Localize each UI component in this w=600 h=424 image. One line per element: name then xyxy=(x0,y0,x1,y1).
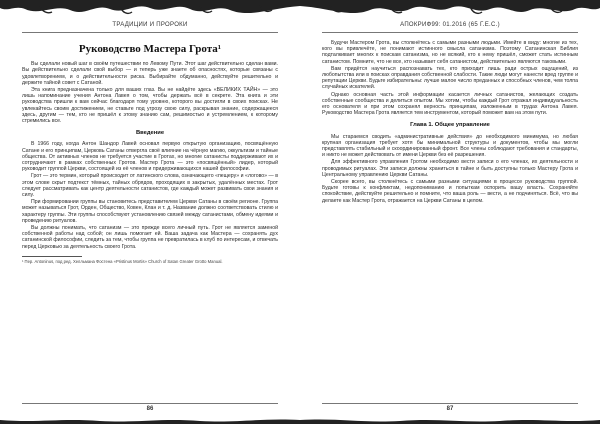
footnote-divider xyxy=(22,256,82,257)
page-footer xyxy=(322,403,578,414)
page-number: 87 xyxy=(446,406,454,412)
paragraph: Вы должны понимать, что сатанизм — это прежде всего личный путь. Грот не является заменой собственной работы над собой; он лишь помогает ей. Ваша задача как Мастера — сохранять дух сатанинской философии, следить за тем, чтобы группа не превратилась в клуб по интересам, и отвечать перед Церковью за деятельность своего Грота. xyxy=(22,225,278,250)
paragraph: Грот — это термин, который происходит от латинского слова, означающего «пещеру» и «логово» — в этом слове скрыт подтекст тёмных, тайных обрядов, проходящих в закрытых, удалённых местах. Грот следует рассматривать как центр деятельности сатанистов, где каждый может развивать свои знания и силу. xyxy=(22,173,278,199)
paragraph: Мы стараемся сводить «административные действия» до необходимого минимума, но любая крупная организация требует хотя бы минимальной структуры и документов, чтобы мы могли представлять стабильный и скоординированный фронт. Все члены соблюдают требования и стандарты, и никто не может действовать от имени Церкви без её разрешения. xyxy=(322,133,578,159)
header-section: ТРАДИЦИИ И ПРОРОКИ xyxy=(112,22,188,28)
paragraph: Для эффективного управления Гротом необходимо вести записи о его членах, их деятельности и проводимых ритуалах. Эти записи должны храниться в тайне и быть доступны только Мастеру Грота и Центральному управлению Церкви Сатаны. xyxy=(322,159,578,178)
running-header xyxy=(22,22,278,33)
footnote: ¹ Пер. Antoninus, под ред. Хелльмана Фостена «Pristinus Mortis» Church of Satan Greater Grotto Manual. xyxy=(22,259,223,265)
top-ornament-left-icon xyxy=(0,0,300,20)
paragraph: В 1966 году, когда Антон Шандор Лавей основал первую открытую организацию, посвящённую Сатане и его принципам, Церковь Сатаны отвергла своё влияние на чёрную магию, оккультизм и тайные общества. От активных членов не требуется участие в Гротах, но многие сатанисты поддерживают их и сотрудничают в рамках собственных Гротов. Мастер Грота — это «посвящённый» лидер, который руководит группой Церкви, состоящей из её членов и придерживающихся нашей философии. xyxy=(22,141,278,173)
right-content xyxy=(322,40,578,205)
paragraph: Вы сделали новый шаг в своём путешествии по Левому Пути. Этот шаг действительно сделан вами. Вы действительно сделали свой выбор — и теперь уже знаете об опасностях, которые связаны с удовлетворением, и о действительности риска. Выбирайте обдуманно, действуйте решительно и держите тайной совет с Сатаной. xyxy=(22,61,278,86)
paragraph: Будучи Мастером Грота, вы столкнётесь с самыми разными людьми. Имейте в виду: многие из тех, кого вы привлечёте, не понимают истинного смысла сатанизма. Поэтому Сатанинская Библия подталкивает многих к поискам сатанизма, но не всякий, кто к нему пришёл, сможет стать истинным сатанистом. Помните, что не все, кто называет себя сатанистом, действительно являются таковыми. xyxy=(322,40,578,65)
paragraph: Вам придётся научиться распознавать тех, кто приходит лишь ради острых ощущений, из любопытства или в поисках оправдания собственной слабости. Такие люди могут нанести вред группе и репутации Церкви. Будьте избирательны: лучше малое число преданных и способных членов, чем толпа случайных искателей. xyxy=(322,65,578,91)
page-number: 86 xyxy=(146,406,154,412)
bottom-ornament-left-icon xyxy=(0,416,300,424)
paragraph: При формировании группы вы становитесь представителем Церкви Сатаны в своём регионе. Группа может называться Грот, Орден, Общество, Ковен, Клан и т. д. Название должно соответствовать стилю и характеру группы. Эти группы способствуют установлению связей между сатанистами, обмену идеями и проведению ритуалов. xyxy=(22,199,278,224)
paragraph: Скорее всего, вы столкнётесь с самыми разными ситуациями в процессе руководства группой. Будьте готовы к конфликтам, недопониманию и попыткам оспорить вашу власть. Сохраняйте спокойствие, действуйте решительно и помните, что ваша роль — вести, а не подчиняться. Всё, что вы делаете как Мастер Грота, отражается на Церкви Сатаны в целом. xyxy=(322,179,578,204)
paragraph: Однако основная часть этой информации касается личных сатанистов, желающих создать собственные сообщества и делиться опытом. Мы хотим, чтобы каждый Грот отражал индивидуальность его основателя и при этом сохранял верность принципам, изложенным в трудах Антона Лавея. Руководство Мастера Грота является тем инструментом, который поможет вам на этом пути. xyxy=(322,91,578,117)
running-header xyxy=(322,22,578,33)
paragraph: Эта книга предназначена только для ваших глаз. Вы не найдёте здесь «ВЕЛИКИХ ТАЙН» — это лишь напоминание учения Антона Лавея о том, чтобы держать всё в секрете. Эта книга и эти руководства пришли к вам сейчас благодаря тому уровню, которого вы достигли в своих поисках. Не увлекайтесь своим достижением, не ставьте под угрозу свою силу, раскрывая знание, содержащееся здесь, другим — тем, кто не пришёл к этому знанию сам, решимостью и устремлением, к которому стремились все. xyxy=(22,87,278,125)
page-footer xyxy=(22,403,278,414)
header-issue: АПОКРИФ99: 01.2016 (65 Г.Е.С.) xyxy=(400,22,500,28)
top-ornament-right-icon xyxy=(300,0,600,20)
bottom-ornament-right-icon xyxy=(300,416,600,424)
right-page xyxy=(300,0,600,424)
left-content xyxy=(22,40,278,264)
article-title: Руководство Мастера Грота¹ xyxy=(78,43,222,55)
section-title: Введение xyxy=(135,130,165,137)
section-title: Глава 1. Общее управление xyxy=(410,122,490,129)
